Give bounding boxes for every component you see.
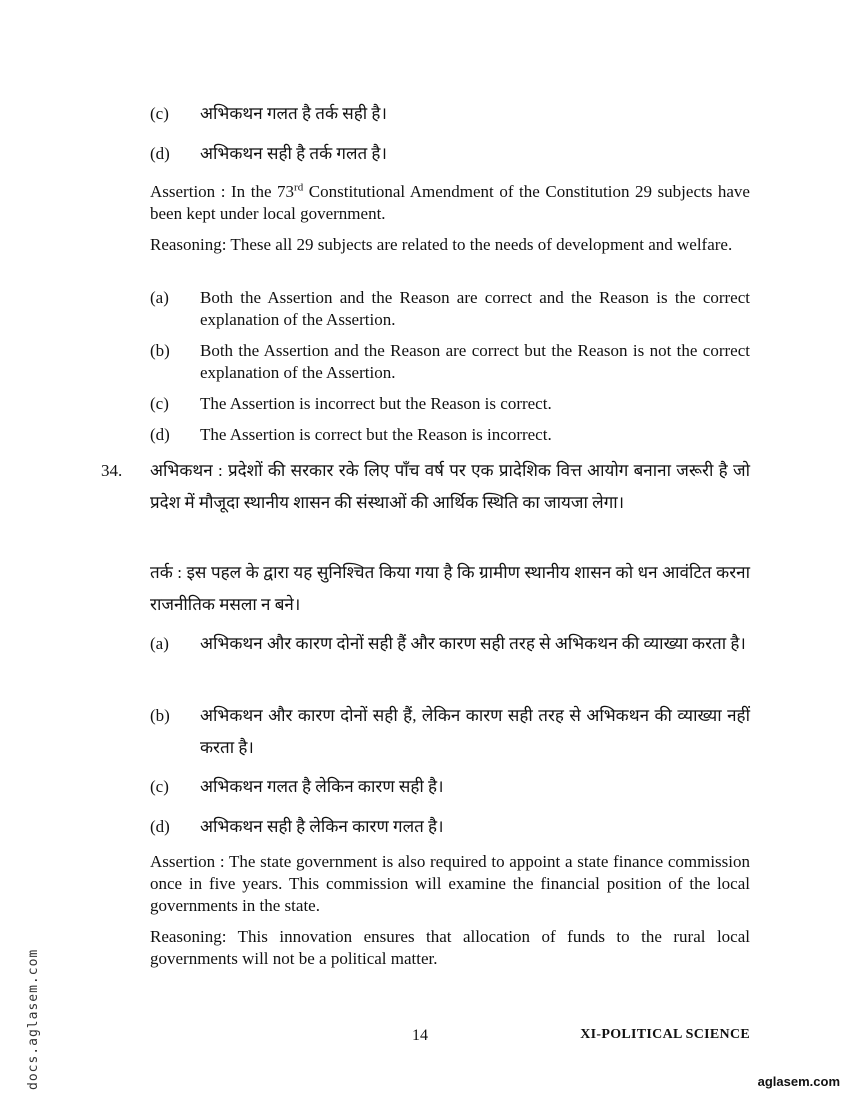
side-watermark: docs.aglasem.com — [26, 948, 41, 1090]
question-number: 34. — [101, 461, 123, 480]
q34-assertion-en: Assertion : The state government is also required to appoint a state finance commission once in five years. This commission will examine the financial position of the local governments in the state. — [150, 852, 750, 915]
assertion-text-part2: Constitutional Amendment of the Constitution 29 subjects have been kept under local government. — [150, 182, 750, 223]
q34-assertion-hi: अभिकथन : प्रदेशों की सरकार रके लिए पाँच वर्ष पर एक प्रादेशिक वित्त आयोग बनाना जरूरी है जो प्रदेश में मौजूदा स्थानीय शासन की संस्थाओं की आर्थिक स्थिति का जायजा लेगा। — [150, 461, 750, 512]
option-label: (b) — [150, 341, 170, 360]
page-number: 14 — [412, 1027, 428, 1044]
option-label: (d) — [150, 425, 170, 444]
option-label: (a) — [150, 634, 169, 653]
q34-reasoning-hi: तर्क : इस पहल के द्वारा यह सुनिश्चित किया गया है कि ग्रामीण स्थानीय शासन को धन आवंटित करना राजनीतिक मसला न बने। — [150, 563, 750, 614]
q33-reasoning-en: Reasoning: These all 29 subjects are related to the needs of development and welfare. — [150, 235, 733, 254]
option-label: (b) — [150, 706, 170, 725]
option-label: (a) — [150, 288, 169, 307]
subject-label: XI-POLITICAL SCIENCE — [580, 1027, 750, 1042]
option-text: अभिकथन गलत है तर्क सही है। — [200, 104, 387, 123]
ordinal-suffix: rd — [294, 181, 304, 194]
option-text: अभिकथन सही है लेकिन कारण गलत है। — [200, 817, 444, 836]
option-text: Both the Assertion and the Reason are correct and the Reason is the correct explanation of the Assertion. — [200, 288, 750, 329]
option-label: (d) — [150, 144, 170, 163]
option-label: (c) — [150, 394, 169, 413]
option-text: अभिकथन सही है तर्क गलत है। — [200, 144, 387, 163]
q33-assertion-en — [150, 181, 750, 225]
brand-watermark: aglasem.com — [757, 1074, 840, 1089]
option-text: The Assertion is correct but the Reason is incorrect. — [200, 425, 552, 444]
option-label: (c) — [150, 104, 169, 123]
option-text: अभिकथन और कारण दोनों सही हैं और कारण सही तरह से अभिकथन की व्याख्या करता है। — [200, 634, 746, 653]
option-text: The Assertion is incorrect but the Reason is correct. — [200, 394, 552, 413]
assertion-text-part1: Assertion : In the 73 — [150, 182, 295, 201]
option-label: (d) — [150, 817, 170, 836]
option-text: अभिकथन गलत है लेकिन कारण सही है। — [200, 777, 444, 796]
option-label: (c) — [150, 777, 169, 796]
q34-reasoning-en: Reasoning: This innovation ensures that allocation of funds to the rural local governments will not be a political matter. — [150, 927, 750, 968]
option-text: Both the Assertion and the Reason are correct but the Reason is not the correct explanation of the Assertion. — [200, 341, 750, 382]
option-text: अभिकथन और कारण दोनों सही हैं, लेकिन कारण सही तरह से अभिकथन की व्याख्या नहीं करता है। — [200, 706, 750, 757]
